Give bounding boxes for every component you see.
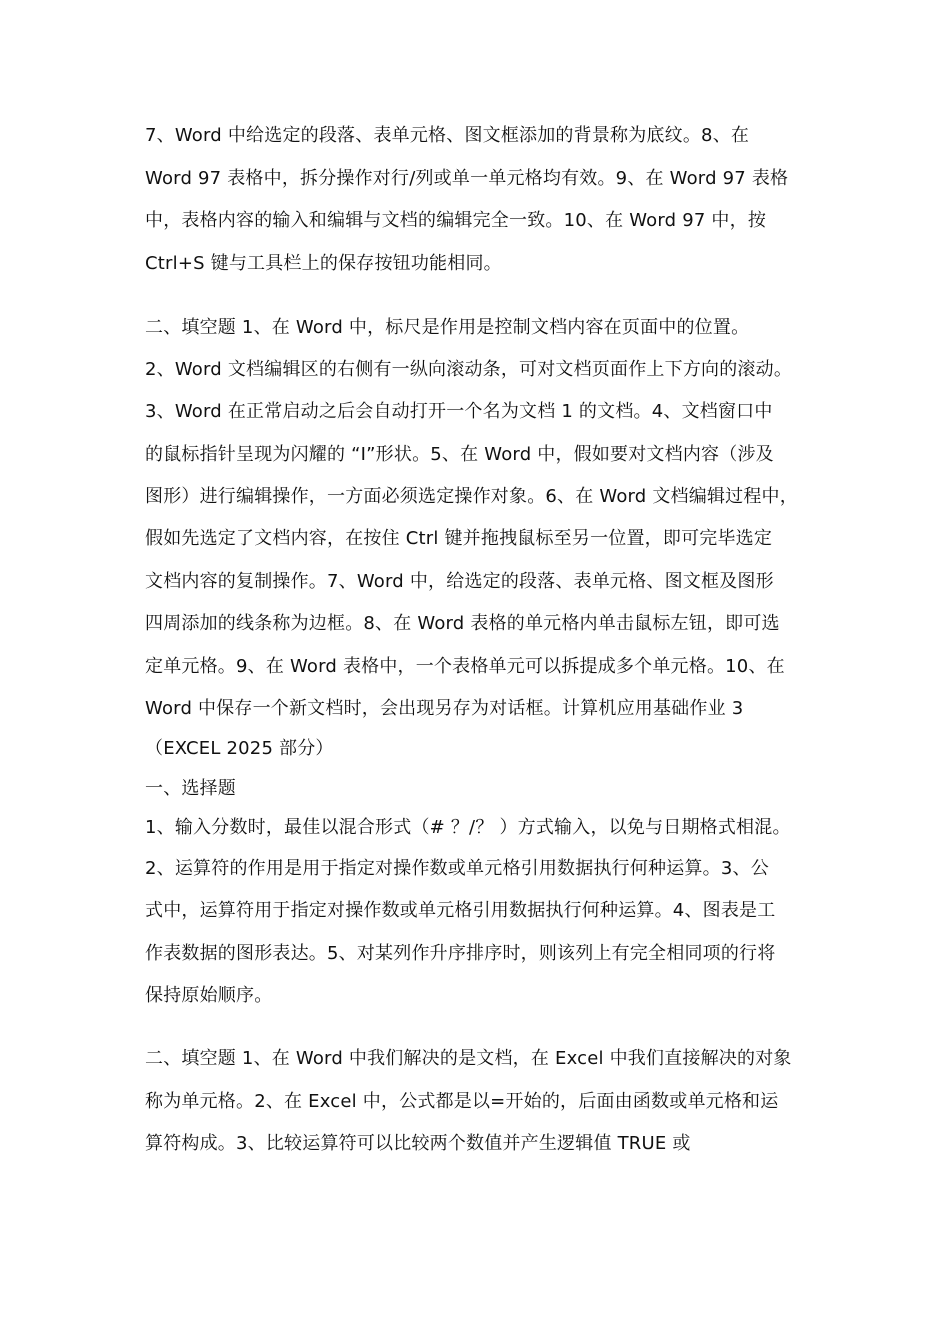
text-line: 四周添加的线条称为边框。8、在 Word 表格的单元格内单击鼠标左钮，即可选 (145, 613, 780, 634)
text-line: 图形）进行编辑操作，一方面必须选定操作对象。6、在 Word 文档编辑过程中， (145, 486, 798, 507)
text-line: 的鼠标指针呈现为闪耀的 “I”形状。5、在 Word 中，假如要对文档内容（涉及 (145, 444, 774, 465)
text-line: 2、运算符的作用是用于指定对操作数或单元格引用数据执行何种运算。3、公 (145, 858, 769, 879)
text-line: Ctrl+S 键与工具栏上的保存按钮功能相同。 (145, 253, 502, 274)
text-line: 定单元格。9、在 Word 表格中，一个表格单元可以拆提成多个单元格。10、在 (145, 656, 785, 677)
section-heading: 一、选择题 (145, 778, 236, 799)
text-line: （EXCEL 2025 部分） (145, 738, 334, 759)
text-line: 中，表格内容的输入和编辑与文档的编辑完全一致。10、在 Word 97 中，按 (145, 210, 767, 231)
text-line: 7、Word 中给选定的段落、表单元格、图文框添加的背景称为底纹。8、在 (145, 125, 750, 146)
text-line: 保持原始顺序。 (145, 985, 273, 1006)
text-line: 3、Word 在正常启动之后会自动打开一个名为文档 1 的文档。4、文档窗口中 (145, 401, 773, 422)
text-line: 式中，运算符用于指定对操作数或单元格引用数据执行何种运算。4、图表是工 (145, 900, 776, 921)
text-line: 1、输入分数时，最佳以混合形式（# ？/？ ）方式输入，以免与日期格式相混。 (145, 817, 791, 838)
text-line: 算符构成。3、比较运算符可以比较两个数值并产生逻辑值 TRUE 或 (145, 1133, 691, 1154)
text-line: 文档内容的复制操作。7、Word 中，给选定的段落、表单元格、图文框及图形 (145, 571, 774, 592)
text-line: 作表数据的图形表达。5、对某列作升序排序时，则该列上有完全相同项的行将 (145, 943, 776, 964)
text-line: 假如先选定了文档内容，在按住 Ctrl 键并拖拽鼠标至另一位置，即可完毕选定 (145, 528, 773, 549)
text-line: Word 中保存一个新文档时，会出现另存为对话框。计算机应用基础作业 3 (145, 698, 744, 719)
text-line: 2、Word 文档编辑区的右侧有一纵向滚动条，可对文档页面作上下方向的滚动。 (145, 359, 793, 380)
text-line: 二、填空题 1、在 Word 中，标尺是作用是控制文档内容在页面中的位置。 (145, 317, 750, 338)
text-line: Word 97 表格中，拆分操作对行/列或单一单元格均有效。9、在 Word 97 表格 (145, 168, 789, 189)
text-line: 称为单元格。2、在 Excel 中，公式都是以=开始的，后面由函数或单元格和运 (145, 1091, 779, 1112)
text-line: 二、填空题 1、在 Word 中我们解决的是文档，在 Excel 中我们直接解决的对象 (145, 1048, 792, 1069)
